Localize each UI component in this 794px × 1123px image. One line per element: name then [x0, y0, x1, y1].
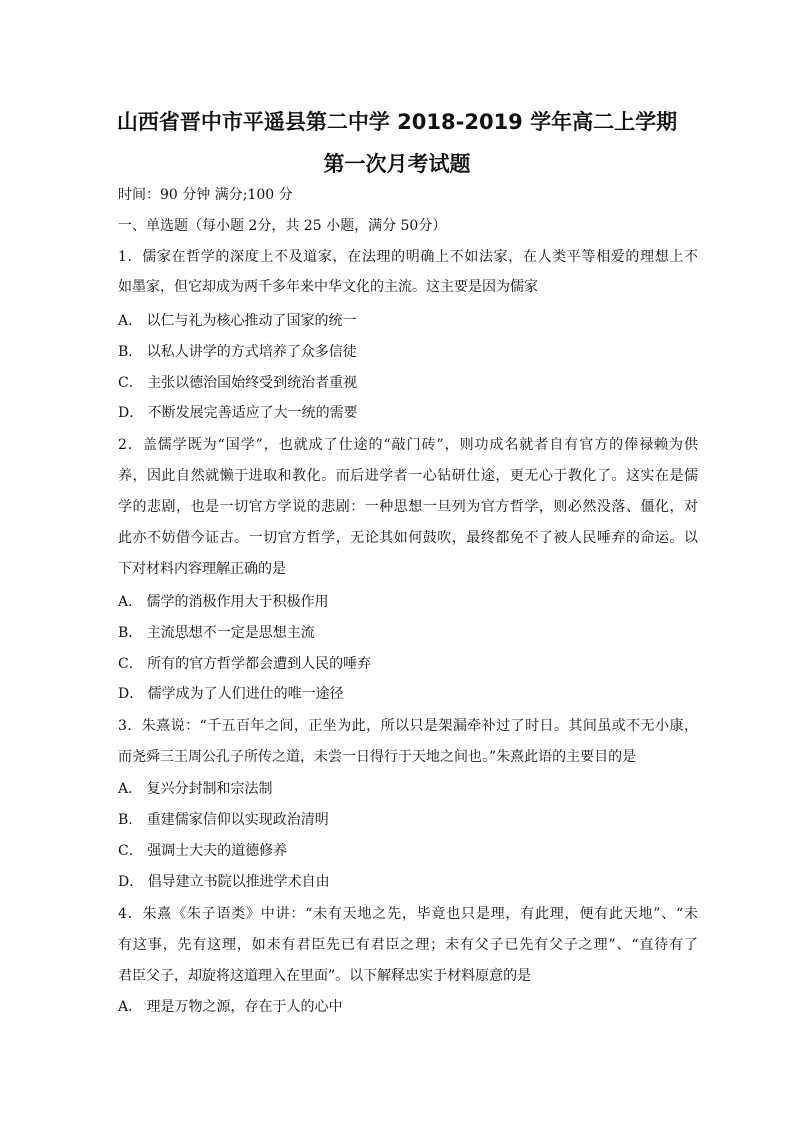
question-4-stem-line-2: 有这事，先有这理，如未有君臣先已有君臣之理；未有父子已先有父子之理”、“直待有了: [118, 937, 698, 953]
section-heading: 一、单选题（每小题 2分，共 25 小题，满分 50分）: [118, 218, 447, 234]
exam-title-line1: 山西省晋中市平遥县第二中学 2018-2019 学年高二上学期: [116, 110, 678, 134]
question-3-stem-line-2: 而尧舜三王周公孔子所传之道，未尝一日得行于天地之间也。”朱熹此语的主要目的是: [118, 749, 637, 765]
question-2-stem-line-5: 下对材料内容理解正确的是: [118, 561, 286, 577]
exam-info: 时间：90 分钟 满分;100 分: [118, 187, 293, 203]
question-2-option-a: A． 儒学的消极作用大于积极作用: [118, 594, 329, 610]
question-1-stem-line-1: 1．儒家在哲学的深度上不及道家，在法理的明确上不如法家，在人类平等相爱的理想上不: [118, 249, 698, 265]
question-1-option-d: D． 不断发展完善适应了大一统的需要: [118, 405, 358, 421]
question-1-option-c: C． 主张以德治国始终受到统治者重视: [118, 375, 358, 391]
question-4-stem-line-1: 4．朱熹《朱子语类》中讲：“未有天地之先，毕竟也只是理，有此理，便有此天地”、“未: [118, 906, 698, 922]
question-4-option-a: A． 理是万物之源，存在于人的心中: [118, 999, 343, 1015]
question-2-stem-line-1: 2．盖儒学既为“国学”，也就成了仕途的“敲门砖”，则功成名就者自有官方的俸禄赖为供: [118, 437, 698, 453]
exam-title-line2: 第一次月考试题: [323, 152, 471, 176]
question-3-option-b: B． 重建儒家信仰以实现政治清明: [118, 812, 329, 828]
question-3-option-d: D． 倡导建立书院以推进学术自由: [118, 874, 330, 890]
question-3-stem-line-1: 3．朱熹说：“千五百年之间，正坐为此，所以只是架漏牵补过了时日。其间虽或不无小康，: [118, 718, 698, 734]
question-4-stem-line-3: 君臣父子，却旋将这道理入在里面”。以下解释忠实于材料原意的是: [118, 968, 532, 984]
question-1-option-b: B． 以私人讲学的方式培养了众多信徒: [118, 344, 357, 360]
question-1-option-a: A． 以仁与礼为核心推动了国家的统一: [118, 313, 357, 329]
question-2-stem-line-3: 学的悲剧，也是一切官方学说的悲剧：一种思想一旦列为官方哲学，则必然没落、僵化，对: [118, 499, 698, 515]
question-2-option-c: C． 所有的官方哲学都会遭到人民的唾弃: [118, 656, 372, 672]
question-2-option-d: D． 儒学成为了人们进仕的唯一途径: [118, 686, 344, 702]
question-1-stem-line-2: 如墨家，但它却成为两千多年来中华文化的主流。这主要是因为儒家: [118, 279, 538, 295]
question-3-option-c: C． 强调士大夫的道德修养: [118, 843, 288, 859]
question-3-option-a: A． 复兴分封制和宗法制: [118, 781, 273, 797]
question-2-stem-line-4: 此亦不妨借今证古。一切官方哲学，无论其如何鼓吹，最终都免不了被人民唾弃的命运。以: [118, 530, 698, 546]
question-2-option-b: B． 主流思想不一定是思想主流: [118, 625, 315, 641]
question-2-stem-line-2: 养，因此自然就懒于进取和教化。而后进学者一心钻研仕途，更无心于教化了。这实在是儒: [118, 468, 698, 484]
